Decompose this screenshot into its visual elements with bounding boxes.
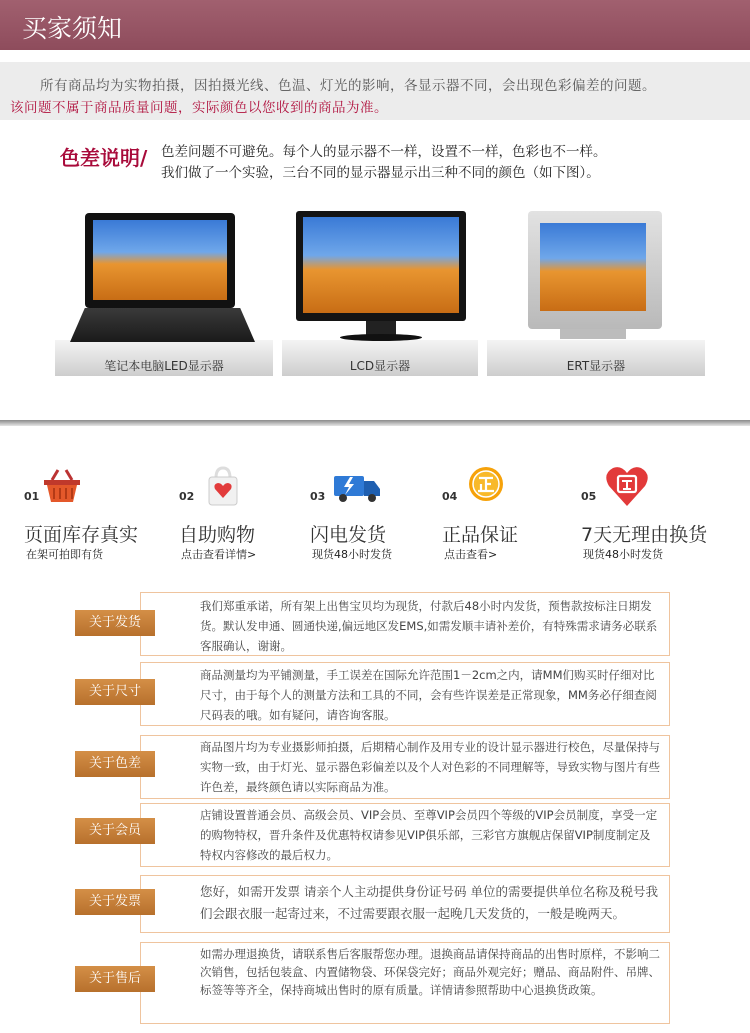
feature-subtitle: 在架可拍即有货 xyxy=(26,548,103,561)
feature-title: 闪电发货 xyxy=(310,524,387,546)
policy-section xyxy=(0,592,750,656)
policy-tag: 关于尺寸 xyxy=(75,679,155,705)
policy-text: 如需办理退换货，请联系售后客服帮您办理。退换商品请保持商品的出售时原样，不影响二次销售，包括包装盒、内置储物袋、环保袋完好；商品外观完好；赠品、商品附件、吊牌、标签等等齐全，保持商城出售时的原有质量。详情请参照帮助中心退换货政策。 xyxy=(200,947,660,997)
policy-tag: 关于售后 xyxy=(75,966,155,992)
policy-text: 店铺设置普通会员、高级会员、VIP会员、至尊VIP会员四个等级的VIP会员制度，享受一定的购物特权，晋升条件及优惠特权请参见VIP俱乐部，三彩官方旗舰店保留VIP制度制定及特权内容修改的最后权力。 xyxy=(200,808,658,862)
feature-number: 04 xyxy=(442,490,458,503)
monitor-label-laptop: 笔记本电脑LED显示器 xyxy=(104,359,224,373)
feature-title: 7天无理由换货 xyxy=(581,524,708,546)
genuine-badge-icon xyxy=(466,464,510,508)
notice-line-2: 该问题不属于商品质量问题，实际颜色以您收到的商品为准。 xyxy=(10,100,388,116)
feature-number: 02 xyxy=(179,490,195,503)
monitor-label-crt: ERT显示器 xyxy=(566,359,626,373)
feature-number: 05 xyxy=(581,490,597,503)
feature-subtitle[interactable]: 点击查看> xyxy=(444,548,498,561)
policy-section xyxy=(0,803,750,867)
monitor-comparison xyxy=(50,205,710,415)
policy-section xyxy=(0,942,750,1024)
color-diff-heading: 色差说明/ xyxy=(60,146,148,170)
color-diff-line-1: 色差问题不可避免。每个人的显示器不一样，设置不一样，色彩也不一样。 xyxy=(161,144,607,160)
feature-subtitle: 现货48小时发货 xyxy=(583,548,663,561)
lightning-truck-icon xyxy=(332,464,382,508)
feature-title: 自助购物 xyxy=(179,524,256,546)
header-bar xyxy=(0,0,750,50)
policy-tag: 关于发票 xyxy=(75,889,155,915)
shopping-bag-heart-icon xyxy=(201,464,245,508)
policy-text: 您好，如需开发票 请亲个人主动提供身份证号码 单位的需要提供单位名称及税号我们会跟衣服一起寄过来，不过需要跟衣服一起晚几天发货的，一般是晚两天。 xyxy=(200,884,658,921)
notice-line-1: 所有商品均为实物拍摄，因拍摄光线、色温、灯光的影响，各显示器不同，会出现色彩偏差的问题。 xyxy=(40,78,656,94)
color-diff-line-2: 我们做了一个实验，三台不同的显示器显示出三种不同的颜色（如下图）。 xyxy=(161,165,600,181)
policy-section xyxy=(0,875,750,935)
policy-tag: 关于会员 xyxy=(75,818,155,844)
policy-text: 商品测量均为平铺测量，手工误差在国际允许范围1－2cm之内，请MM们购买时仔细对比尺寸，由于每个人的测量方法和工具的不同，会有些许误差是正常现象，MM务必仔细查阅尺码表的哦。如有疑问，请咨询客服。 xyxy=(200,668,657,722)
feature-number: 01 xyxy=(24,490,40,503)
heart-return-icon xyxy=(603,464,647,508)
policy-tag: 关于发货 xyxy=(75,610,155,636)
feature-subtitle[interactable]: 点击查看详情> xyxy=(181,548,257,561)
feature-number: 03 xyxy=(310,490,326,503)
policy-text: 商品图片均为专业摄影师拍摄，后期精心制作及用专业的设计显示器进行校色，尽量保持与实物一致，由于灯光、显示器色彩偏差以及个人对色彩的不同理解等，导致实物与图片有些许色差，最终颜色请以实际商品为准。 xyxy=(200,740,660,794)
policy-section xyxy=(0,662,750,726)
section-divider xyxy=(0,420,750,426)
feature-title: 正品保证 xyxy=(442,524,519,546)
monitor-label-lcd: LCD显示器 xyxy=(349,359,411,373)
basket-icon xyxy=(40,464,84,508)
policy-text: 我们郑重承诺，所有架上出售宝贝均为现货，付款后48小时内发货，预售款按标注日期发货。默认发申通、圆通快递,偏远地区发EMS,如需发顺丰请补差价，有特殊需求请务必联系客服确认，谢谢。 xyxy=(200,599,658,653)
policy-section xyxy=(0,735,750,799)
feature-title: 页面库存真实 xyxy=(24,524,139,546)
page-title: 买家须知 xyxy=(22,14,123,43)
notice-box xyxy=(0,62,750,120)
policy-tag: 关于色差 xyxy=(75,751,155,777)
feature-subtitle: 现货48小时发货 xyxy=(312,548,392,561)
